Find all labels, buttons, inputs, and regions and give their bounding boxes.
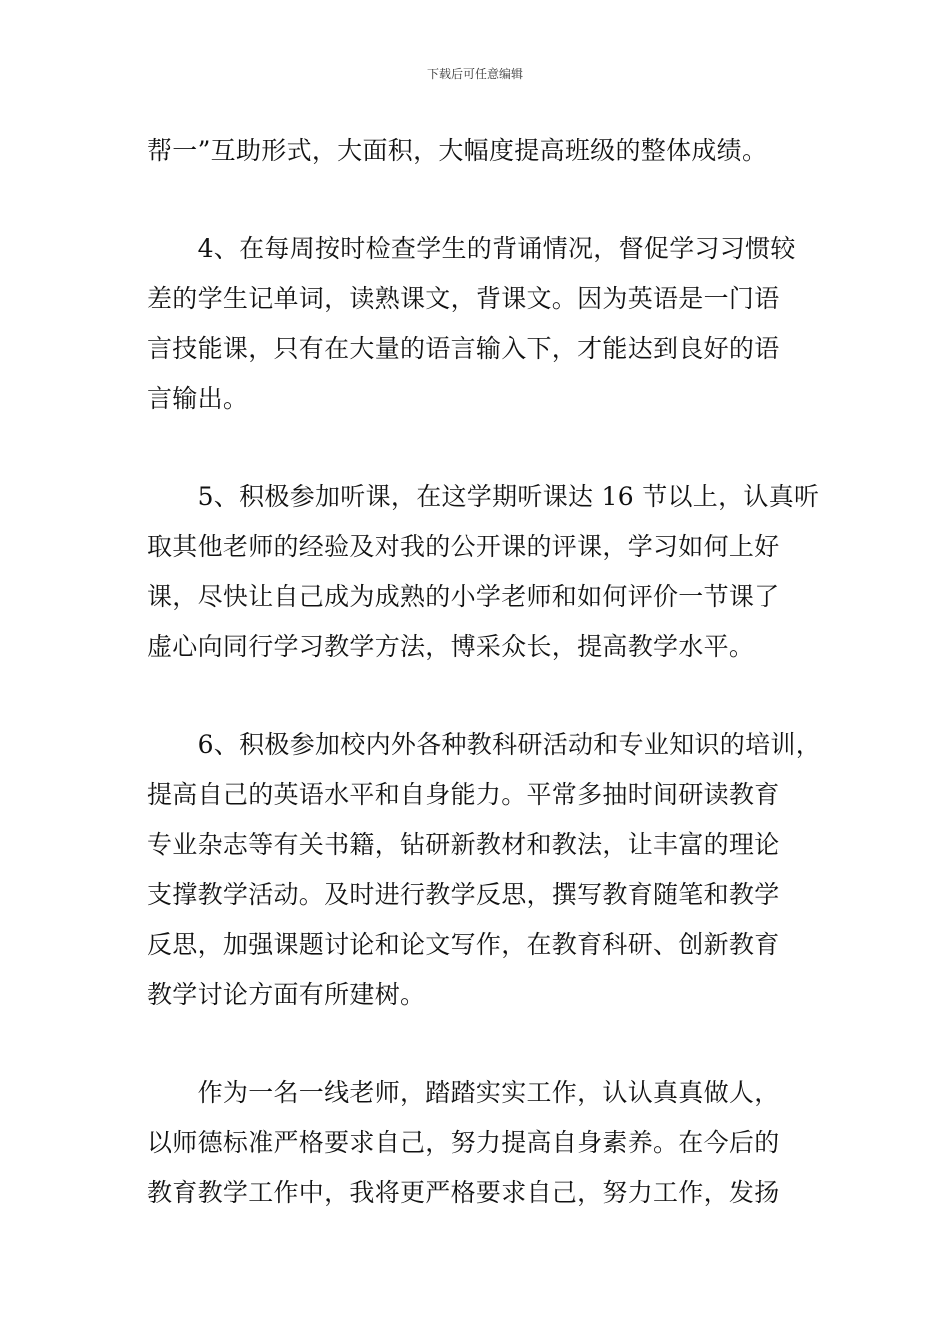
text-line: 言输出。 bbox=[147, 384, 249, 413]
text-line: 差的学生记单词，读熟课文，背课文。因为英语是一门语 bbox=[147, 284, 780, 313]
text-line: 5、积极参加听课，在这学期听课达 16 节以上，认真听 bbox=[147, 482, 820, 511]
text-line: 反思，加强课题讨论和论文写作，在教育科研、创新教育 bbox=[147, 930, 780, 959]
text-line: 教育教学工作中，我将更严格要求自己，努力工作，发扬 bbox=[147, 1178, 780, 1207]
text-line: 课，尽快让自己成为成熟的小学老师和如何评价一节课了 bbox=[147, 582, 780, 611]
text-line: 言技能课，只有在大量的语言输入下，才能达到良好的语 bbox=[147, 334, 780, 363]
header-note: 下载后可任意编辑 bbox=[426, 67, 523, 81]
text-line: 取其他老师的经验及对我的公开课的评课，学习如何上好 bbox=[147, 532, 780, 561]
text-line: 6、积极参加校内外各种教科研活动和专业知识的培训， bbox=[147, 730, 822, 759]
text-line: 4、在每周按时检查学生的背诵情况，督促学习习惯较 bbox=[147, 234, 796, 263]
text-line: 专业杂志等有关书籍，钻研新教材和教法，让丰富的理论 bbox=[147, 830, 780, 859]
text-line: 帮一”互助形式，大面积，大幅度提高班级的整体成绩。 bbox=[147, 136, 768, 165]
text-line: 支撑教学活动。及时进行教学反思，撰写教育随笔和教学 bbox=[147, 880, 780, 909]
text-line: 以师德标准严格要求自己，努力提高自身素养。在今后的 bbox=[147, 1128, 780, 1157]
text-line: 教学讨论方面有所建树。 bbox=[147, 980, 426, 1009]
text-line: 虚心向同行学习教学方法，博采众长，提高教学水平。 bbox=[147, 632, 755, 661]
text-line: 提高自己的英语水平和自身能力。平常多抽时间研读教育 bbox=[147, 780, 780, 809]
text-line: 作为一名一线老师，踏踏实实工作，认认真真做人， bbox=[147, 1078, 780, 1107]
